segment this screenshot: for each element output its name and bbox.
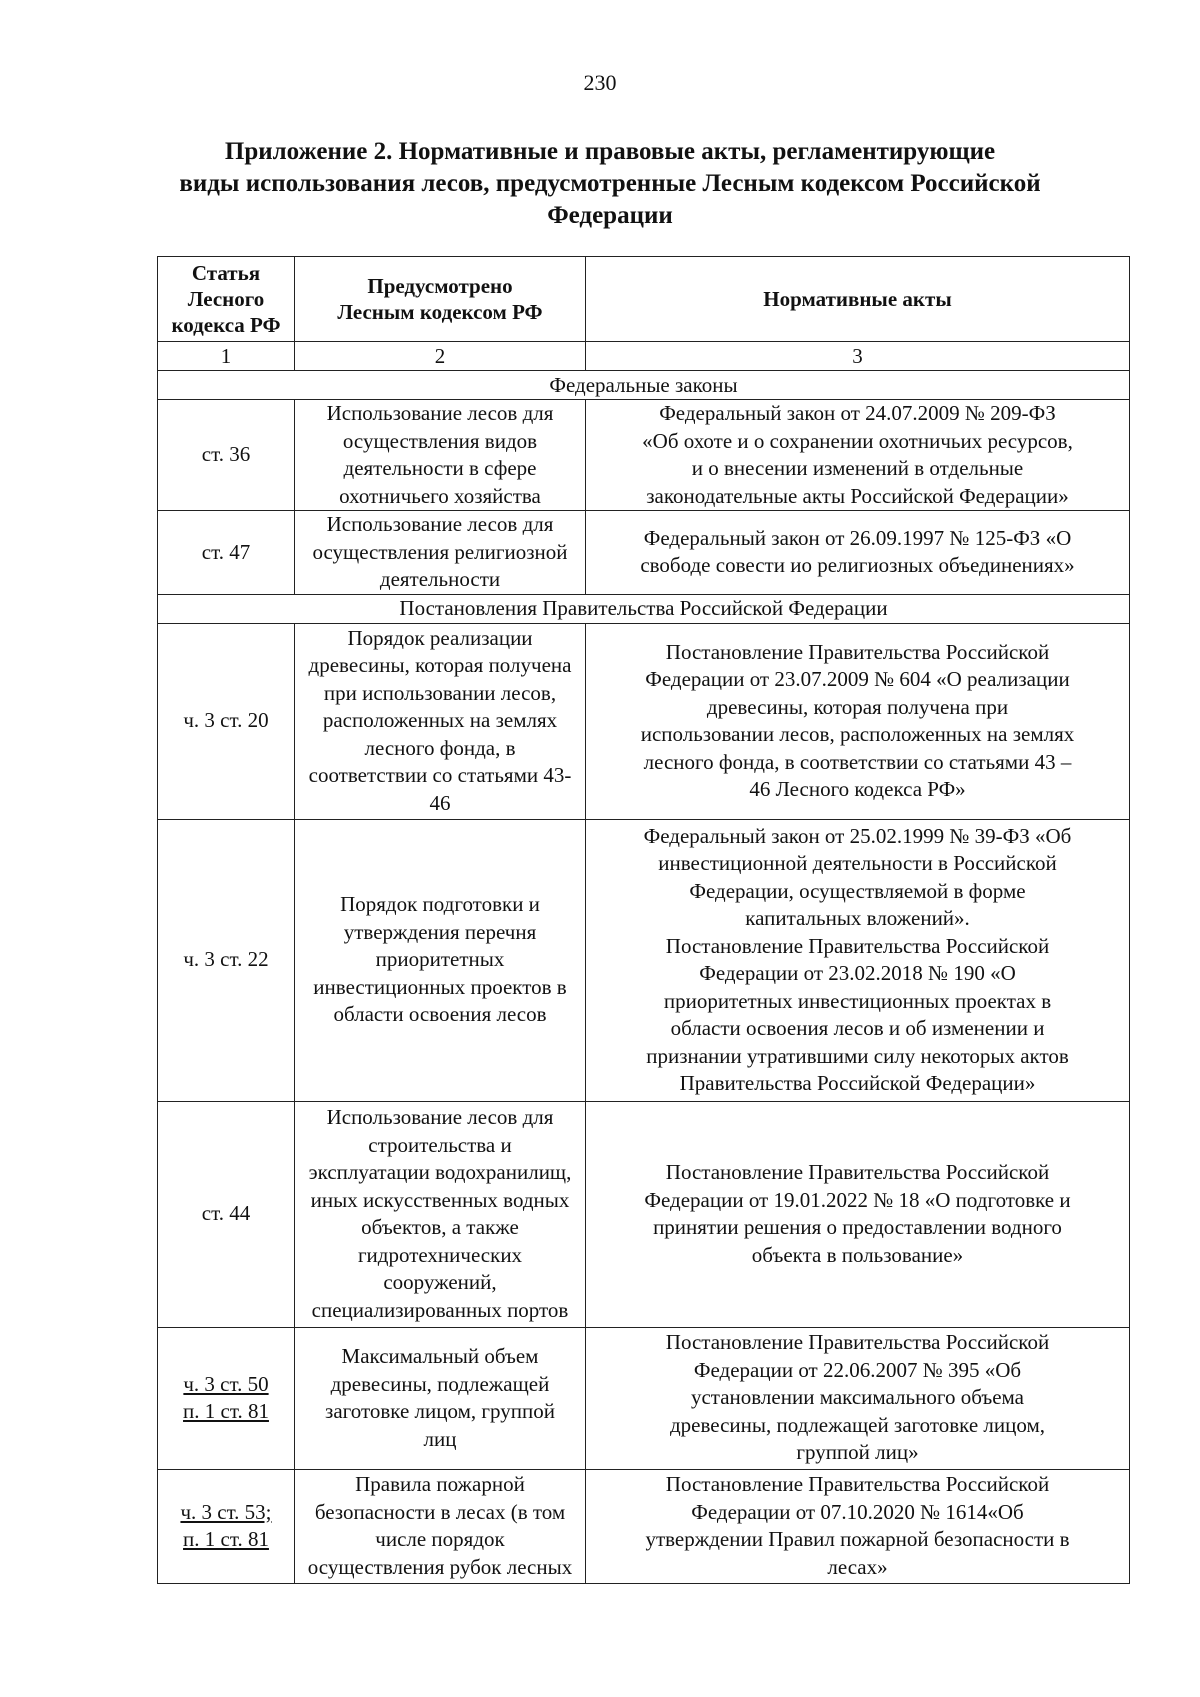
cell-line: ст. 36 (201, 442, 251, 467)
cell-line: и о внесении изменений в отдельные (691, 456, 1024, 480)
title-line: Приложение 2. Нормативные и правовые акты, регламентирующие (224, 138, 996, 165)
acts-cell (586, 1469, 1130, 1583)
article-link[interactable]: ч. 3 ст. 53; (180, 1499, 272, 1524)
cell-line: Федерации от 07.10.2020 № 1614«Об (691, 1499, 1024, 1524)
article-link[interactable]: п. 1 ст. 81 (183, 1527, 269, 1551)
article-cell (158, 623, 295, 819)
page-number: 230 (583, 70, 617, 95)
acts-cell (586, 819, 1130, 1101)
article-cell (158, 819, 295, 1101)
table-row (158, 511, 1130, 595)
cell-line: Использование лесов для (326, 1105, 554, 1129)
cell-line: числе порядок (375, 1527, 505, 1551)
cell-line: свободе совести ио религиозных объединениях» (640, 553, 1075, 578)
cell-line: деятельности (379, 567, 501, 591)
cell-line: осуществления религиозной (312, 539, 568, 564)
cell-line: заготовке лицом, группой (325, 1399, 555, 1423)
table-row (158, 400, 1130, 511)
acts-cell (586, 1327, 1130, 1469)
cell-line: Использование лесов для (326, 512, 554, 536)
cell-line: при использовании лесов, (323, 680, 557, 705)
cell-line: 46 (429, 790, 451, 815)
cell-line: области освоения лесов (333, 1002, 547, 1027)
cell-line: осуществления видов (342, 428, 538, 453)
article-cell (158, 511, 295, 595)
cell-line: ст. 47 (201, 539, 251, 564)
document-title (150, 136, 1070, 232)
column-number: 1 (158, 342, 295, 371)
title-line: Федерации (547, 202, 673, 229)
title-line: виды использования лесов, предусмотренные Лесным кодексом Российской (179, 170, 1041, 197)
cell-line: ч. 3 ст. 22 (183, 947, 269, 972)
cell-line: лесах» (827, 1554, 888, 1579)
cell-line: объекта в пользование» (751, 1242, 964, 1267)
acts-cell (586, 511, 1130, 595)
cell-line: Постановление Правительства Российской (665, 639, 1050, 664)
cell-line: Статья (191, 261, 261, 285)
cell-line: Порядок реализации (347, 625, 533, 650)
column-number: 3 (586, 342, 1130, 371)
cell-line: приоритетных (375, 947, 505, 972)
table-row (158, 1101, 1130, 1327)
cell-line: лесного фонда, в соответствии со статьями 43 – (643, 749, 1072, 774)
cell-line: строительства и (368, 1132, 512, 1157)
cell-line: законодательные акты Российской Федерации» (646, 483, 1069, 508)
section-title: Постановления Правительства Российской Федерации (158, 594, 1130, 623)
cell-line: расположенных на землях (322, 708, 558, 733)
cell-line: приоритетных инвестиционных проектах в (663, 988, 1052, 1013)
table-row (158, 1469, 1130, 1583)
cell-line: безопасности в лесах (в том (314, 1499, 566, 1524)
provided-cell (295, 1101, 586, 1327)
provided-cell (295, 623, 586, 819)
cell-line: группой лиц» (796, 1440, 919, 1465)
acts-cell (586, 623, 1130, 819)
cell-line: Лесным кодексом РФ (337, 300, 543, 324)
cell-line: осуществления рубок лесных (307, 1554, 573, 1579)
provided-cell (295, 1469, 586, 1583)
article-link[interactable]: ч. 3 ст. 50 (183, 1371, 269, 1396)
cell-line: области освоения лесов и об изменении и (670, 1016, 1045, 1040)
cell-line: Федерации от 22.06.2007 № 395 «Об (693, 1357, 1022, 1382)
cell-line: «Об охоте и о сохранении охотничьих ресурсов, (642, 428, 1073, 453)
cell-line: древесины, подлежащей заготовке лицом, (669, 1412, 1046, 1437)
cell-line: Федерации от 19.01.2022 № 18 «О подготовке и (644, 1187, 1071, 1212)
section-row (158, 371, 1130, 400)
cell-line: Федеральный закон от 26.09.1997 № 125-ФЗ «О (643, 525, 1072, 550)
cell-line: утверждении Правил пожарной безопасности в (645, 1527, 1070, 1551)
cell-line: Федеральный закон от 25.02.1999 № 39-ФЗ «Об (643, 823, 1072, 848)
provided-cell (295, 819, 586, 1101)
cell-line: объектов, а также (361, 1215, 519, 1239)
article-cell (158, 400, 295, 511)
cell-line: деятельности в сфере (343, 456, 537, 480)
cell-line: Порядок подготовки и (340, 892, 540, 917)
cell-line: лиц (423, 1426, 457, 1451)
article-cell (158, 1101, 295, 1327)
cell-line: иных искусственных водных (310, 1187, 570, 1212)
table-row (158, 1327, 1130, 1469)
header-provided (295, 257, 586, 342)
acts-cell (586, 1101, 1130, 1327)
article-link[interactable]: п. 1 ст. 81 (183, 1399, 269, 1423)
provided-cell (295, 511, 586, 595)
article-cell (158, 1469, 295, 1583)
cell-line: 46 Лесного кодекса РФ» (749, 777, 966, 801)
column-number-row (158, 342, 1130, 371)
cell-line: Федеральный закон от 24.07.2009 № 209-ФЗ (659, 401, 1056, 425)
provided-cell (295, 400, 586, 511)
cell-line: специализированных портов (311, 1297, 569, 1322)
cell-line: Постановление Правительства Российской (665, 1472, 1050, 1496)
cell-line: Использование лесов для (326, 401, 554, 425)
provided-cell (295, 1327, 586, 1469)
cell-line: использовании лесов, расположенных на землях (640, 722, 1075, 746)
cell-line: Федерации, осуществляемой в форме (689, 878, 1026, 903)
cell-line: древесины, которая получена (308, 653, 572, 678)
cell-line: установлении максимального объема (690, 1385, 1025, 1410)
cell-line: соответствии со статьями 43- (308, 763, 572, 788)
cell-line: эксплуатации водохранилищ, (308, 1160, 572, 1184)
regulatory-acts-table (157, 256, 1130, 1584)
article-cell (158, 1327, 295, 1469)
column-number: 2 (295, 342, 586, 371)
cell-line: Постановление Правительства Российской (665, 1330, 1050, 1355)
cell-line: утверждения перечня (343, 919, 537, 944)
cell-line: Федерации от 23.02.2018 № 190 «О (699, 961, 1016, 985)
cell-line: гидротехнических (357, 1242, 523, 1267)
cell-line: ст. 44 (201, 1201, 251, 1226)
cell-line: кодекса РФ (171, 313, 281, 337)
cell-line: ч. 3 ст. 20 (183, 708, 269, 733)
cell-line: принятии решения о предоставлении водного (653, 1215, 1062, 1239)
cell-line: охотничьего хозяйства (339, 483, 541, 508)
cell-line: Максимальный объем (341, 1344, 539, 1368)
table-row (158, 819, 1130, 1101)
cell-line: лесного фонда, в (364, 735, 516, 760)
cell-line: Предусмотрено (367, 274, 513, 298)
header-row (158, 257, 1130, 342)
cell-line: капитальных вложений». (745, 906, 970, 930)
cell-line: древесины, подлежащей (330, 1371, 550, 1396)
table-row (158, 623, 1130, 819)
header-acts: Нормативные акты (586, 257, 1130, 342)
cell-line: Правила пожарной (355, 1472, 525, 1496)
header-article (158, 257, 295, 342)
cell-line: Федерации от 23.07.2009 № 604 «О реализации (645, 667, 1070, 691)
cell-line: сооружений, (383, 1270, 497, 1294)
cell-line: инвестиционных проектов в (313, 974, 567, 999)
cell-line: Постановление Правительства Российской (665, 933, 1050, 958)
cell-line: Правительства Российской Федерации» (679, 1071, 1036, 1095)
cell-line: Постановление Правительства Российской (665, 1160, 1050, 1184)
acts-cell (586, 400, 1130, 511)
cell-line: признании утратившими силу некоторых актов (646, 1043, 1069, 1068)
cell-line: древесины, которая получена при (706, 694, 1009, 719)
cell-line: Лесного (187, 287, 265, 311)
section-row (158, 594, 1130, 623)
cell-line: инвестиционной деятельности в Российской (658, 851, 1057, 875)
section-title: Федеральные законы (158, 371, 1130, 400)
